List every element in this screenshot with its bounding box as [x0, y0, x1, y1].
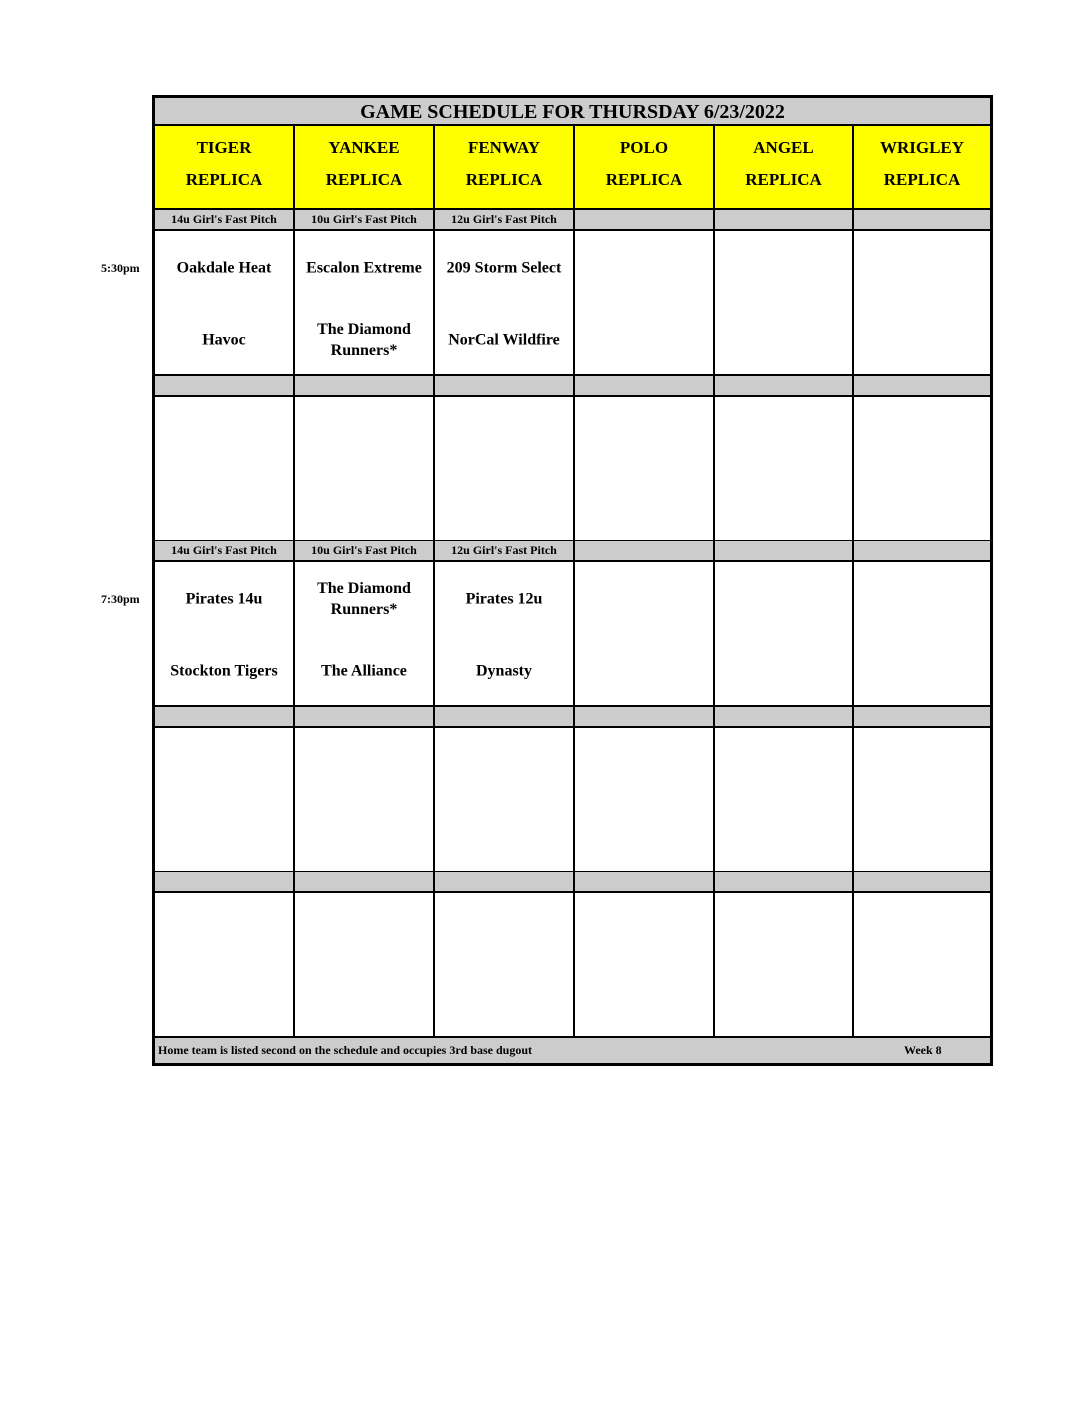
division-label: 12u Girl's Fast Pitch [435, 210, 575, 231]
division-label [715, 376, 854, 397]
field-name: WRIGLEY [879, 138, 965, 157]
field-header-polo [575, 126, 715, 210]
division-label [435, 707, 575, 728]
division-label: 14u Girl's Fast Pitch [155, 541, 295, 562]
division-label [435, 872, 575, 893]
division-label [715, 872, 854, 893]
field-header-tiger [155, 126, 295, 210]
game-cell [575, 893, 715, 1038]
division-label [155, 376, 295, 397]
game-cell [715, 231, 854, 376]
game-cell [854, 397, 990, 542]
schedule-footer [155, 1038, 990, 1063]
game-cell [295, 397, 435, 542]
away-team: The Diamond Runners* [317, 580, 411, 618]
game-cell [715, 728, 854, 873]
game-cell [715, 397, 854, 542]
division-label [854, 376, 990, 397]
home-team-note: Home team is listed second on the schedule and occupies 3rd base dugout [158, 1043, 533, 1057]
game-cell [295, 562, 435, 707]
game-cell [435, 562, 575, 707]
game-cell [854, 562, 990, 707]
division-label [575, 872, 715, 893]
away-team: Escalon Extreme [306, 259, 422, 277]
division-label [575, 210, 715, 231]
division-label [295, 872, 435, 893]
field-sub-label: REPLICA [465, 170, 543, 189]
game-cell [295, 728, 435, 873]
game-cell [155, 231, 295, 376]
game-cell [575, 728, 715, 873]
field-name: YANKEE [328, 138, 400, 157]
schedule-sheet [152, 95, 993, 1066]
game-cell [155, 397, 295, 542]
field-header-yankee [295, 126, 435, 210]
away-team: Oakdale Heat [176, 259, 272, 277]
division-label [155, 872, 295, 893]
field-header-wrigley [854, 126, 990, 210]
division-label: 12u Girl's Fast Pitch [435, 541, 575, 562]
game-cell [295, 231, 435, 376]
division-label: 10u Girl's Fast Pitch [295, 541, 435, 562]
game-cell [854, 231, 990, 376]
home-team: Havoc [202, 331, 246, 349]
home-team: Dynasty [475, 662, 532, 680]
week-label: Week 8 [904, 1043, 942, 1057]
field-sub-label: REPLICA [883, 170, 961, 189]
division-label [575, 707, 715, 728]
game-cell [575, 397, 715, 542]
game-cell [295, 893, 435, 1038]
game-cell [575, 562, 715, 707]
away-team: 209 Storm Select [446, 259, 562, 277]
division-label [155, 707, 295, 728]
time-label-slot-2: 7:30pm [101, 592, 140, 606]
division-label [715, 210, 854, 231]
game-cell [435, 893, 575, 1038]
game-cell [575, 231, 715, 376]
division-label: 14u Girl's Fast Pitch [155, 210, 295, 231]
field-header-fenway [435, 126, 575, 210]
field-sub-label: REPLICA [185, 170, 263, 189]
game-cell [155, 562, 295, 707]
game-cell [854, 893, 990, 1038]
division-label: 10u Girl's Fast Pitch [295, 210, 435, 231]
home-team: Stockton Tigers [170, 662, 278, 680]
game-cell [854, 728, 990, 873]
field-sub-label: REPLICA [745, 170, 822, 189]
field-sub-label: REPLICA [325, 170, 403, 189]
division-label [854, 210, 990, 231]
away-team: Pirates 14u [185, 590, 263, 608]
game-cell [155, 728, 295, 873]
division-label [715, 541, 854, 562]
field-sub-label: REPLICA [605, 170, 683, 189]
division-label [854, 707, 990, 728]
game-cell [435, 397, 575, 542]
game-cell [715, 893, 854, 1038]
division-label [295, 707, 435, 728]
schedule-title: GAME SCHEDULE FOR THURSDAY 6/23/2022 [155, 98, 990, 126]
field-header-angel [715, 126, 854, 210]
game-cell [435, 728, 575, 873]
field-name: TIGER [196, 138, 252, 157]
division-label [575, 376, 715, 397]
time-label-slot-1: 5:30pm [101, 261, 140, 275]
division-label [575, 541, 715, 562]
game-cell [155, 893, 295, 1038]
game-cell [435, 231, 575, 376]
game-cell [715, 562, 854, 707]
away-team: Pirates 12u [465, 590, 543, 608]
division-label [854, 541, 990, 562]
field-name: FENWAY [467, 138, 541, 157]
division-label [854, 872, 990, 893]
field-name: POLO [619, 138, 669, 157]
division-label [435, 376, 575, 397]
home-team: NorCal Wildfire [448, 331, 560, 349]
field-name: ANGEL [753, 138, 814, 157]
division-label [715, 707, 854, 728]
home-team: The Diamond Runners* [317, 321, 411, 359]
home-team: The Alliance [321, 662, 407, 680]
division-label [295, 376, 435, 397]
